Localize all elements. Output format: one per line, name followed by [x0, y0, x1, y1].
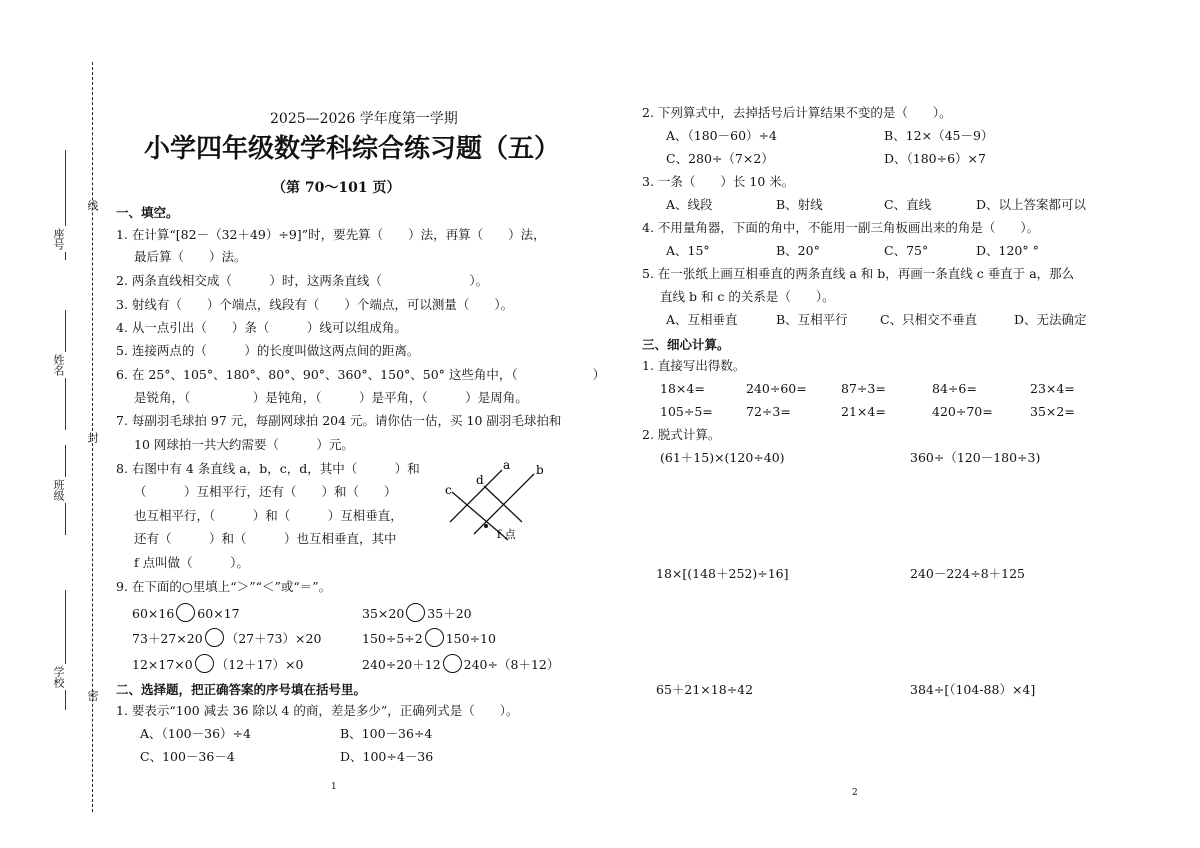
step-calc-item: 360÷（120－180÷3) [910, 450, 1041, 465]
q1-2: 2. 两条直线相交成（ ）时，这两条直线（ ）。 [116, 273, 489, 288]
page-title: 小学四年级数学科综合练习题（五） [144, 134, 561, 164]
compare-left: 35×20 [362, 606, 405, 621]
q2-1-option-c: C、100－36－4 [140, 749, 235, 764]
compare-right: 35＋20 [427, 606, 472, 621]
mental-calc-item: 105÷5= [660, 404, 713, 419]
section-2-heading: 二、选择题，把正确答案的序号填在括号里。 [116, 682, 367, 697]
compare-left: 60×16 [132, 606, 175, 621]
q1-9: 9. 在下面的○里填上“＞”“＜”或“＝”。 [116, 579, 332, 594]
section-1-heading: 一、填空。 [116, 205, 179, 220]
school-label: 学校 [52, 666, 65, 688]
q2-4-option-c: C、75° [884, 243, 929, 258]
mental-calc-item: 240÷60= [746, 381, 807, 396]
class-label: 班级 [52, 479, 65, 501]
q1-1-line2: 最后算（ ）法。 [134, 249, 247, 264]
q1-6-line2: 是锐角，（ ）是钝角，（ ）是平角，（ ）是周角。 [134, 390, 528, 405]
q1-8-line1: 8. 右图中有 4 条直线 a，b，c，d，其中（ ）和 [116, 461, 420, 476]
mental-calc-item: 420÷70= [932, 404, 993, 419]
q1-8-line3: 也互相平行，（ ）和（ ）互相垂直， [134, 508, 403, 523]
q2-5-line2: 直线 b 和 c 的关系是（ ）。 [660, 289, 835, 304]
step-calc-item: 18×[(148＋252)÷16] [656, 566, 789, 581]
compare-item [362, 603, 472, 622]
answer-circle [205, 628, 224, 647]
mental-calc-item: 84÷6= [932, 381, 977, 396]
compare-item [132, 654, 303, 673]
mental-calc-item: 21×4= [841, 404, 886, 419]
q1-8-line4: 还有（ ）和（ ）也互相垂直，其中 [134, 531, 397, 546]
step-calc-item: 65＋21×18÷42 [656, 682, 754, 697]
q1-6-line1: 6. 在 25°、105°、180°、80°、90°、360°、150°、50° 这些角中，（ ） [116, 367, 606, 382]
q2-2-option-a: A、（180－60）÷4 [666, 128, 777, 143]
mental-calc-item: 23×4= [1030, 381, 1075, 396]
q1-3: 3. 射线有（ ）个端点，线段有（ ）个端点，可以测量（ ）。 [116, 297, 514, 312]
q2-1: 1. 要表示“100 减去 36 除以 4 的商，差是多少”，正确列式是（ ）。 [116, 703, 519, 718]
q2-4-option-a: A、15° [666, 243, 710, 258]
compare-right: 60×17 [197, 606, 240, 621]
q2-5-option-c: C、只相交不垂直 [880, 312, 978, 327]
q2-3: 3. 一条（ ）长 10 米。 [642, 174, 795, 189]
answer-circle [406, 603, 425, 622]
answer-circle [425, 628, 444, 647]
seal-char-feng: 封 [86, 432, 99, 443]
q3-1: 1. 直接写出得数。 [642, 358, 746, 373]
q2-5-line1: 5. 在一张纸上画互相垂直的两条直线 a 和 b，再画一条直线 c 垂直于 a，那么 [642, 266, 1075, 281]
mental-calc-item: 72÷3= [746, 404, 791, 419]
compare-left: 150÷5÷2 [362, 631, 423, 646]
step-calc-item: 384÷[（104-88）×4] [910, 682, 1036, 697]
q2-1-option-a: A、（100－36）÷4 [140, 726, 251, 741]
page-number-2: 2 [852, 788, 858, 798]
label-b: b [536, 463, 544, 477]
q2-3-option-a: A、线段 [666, 197, 713, 212]
q2-5-option-b: B、互相平行 [776, 312, 848, 327]
label-f: f 点 [497, 528, 516, 541]
step-calc-item: 240－224÷8＋125 [910, 566, 1026, 581]
q1-4: 4. 从一点引出（ ）条（ ）线可以组成角。 [116, 320, 407, 335]
q1-8-line5: f 点叫做（ ）。 [134, 555, 249, 570]
q2-4: 4. 不用量角器，下面的角中，不能用一副三角板画出来的角是（ ）。 [642, 220, 1040, 235]
compare-right: （27＋73）×20 [225, 631, 322, 646]
q2-2: 2. 下列算式中，去掉括号后计算结果不变的是（ ）。 [642, 105, 952, 120]
seat-label: 座号 [52, 228, 65, 250]
lines-figure [440, 456, 560, 546]
label-d: d [476, 473, 484, 487]
q2-2-option-c: C、280÷（7×2） [666, 151, 774, 166]
q2-2-option-d: D、（180÷6）×7 [884, 151, 986, 166]
mental-calc-item: 35×2= [1030, 404, 1075, 419]
compare-left: 240÷20＋12 [362, 657, 441, 672]
compare-left: 73＋27×20 [132, 631, 203, 646]
q1-5: 5. 连接两点的（ ）的长度叫做这两点间的距离。 [116, 343, 420, 358]
compare-right: 150÷10 [445, 631, 496, 646]
compare-right: 240÷（8＋12） [463, 657, 560, 672]
term-line: 2025—2026 学年度第一学期 [270, 111, 458, 127]
answer-circle [195, 654, 214, 673]
q1-1-line1: 1. 在计算“[82－（32＋49）÷9]”时，要先算（ ）法，再算（ ）法， [116, 227, 546, 242]
q1-7-line2: 10 网球拍一共大约需要（ ）元。 [134, 437, 354, 452]
mental-calc-item: 18×4= [660, 381, 705, 396]
point-f [484, 524, 488, 528]
compare-item [132, 628, 321, 647]
label-c: c [445, 483, 452, 497]
name-label: 姓名 [52, 354, 65, 376]
compare-right: （12＋17）×0 [215, 657, 304, 672]
compare-item [362, 628, 496, 647]
q2-1-option-b: B、100－36÷4 [340, 726, 433, 741]
q2-3-option-c: C、直线 [884, 197, 932, 212]
seal-char-xian: 线 [86, 200, 99, 211]
q1-7-line1: 7. 每副羽毛球拍 97 元，每副网球拍 204 元。请你估一估，买 10 副羽毛球拍和 [116, 413, 562, 428]
compare-left: 12×17×0 [132, 657, 193, 672]
school-line [65, 590, 66, 710]
mental-calc-item: 87÷3= [841, 381, 886, 396]
q1-8-line2: （ ）互相平行，还有（ ）和（ ） [134, 484, 397, 499]
page-range: （第 70～101 页） [272, 180, 401, 196]
seal-char-mi: 密 [86, 690, 99, 701]
answer-circle [443, 654, 462, 673]
section-3-heading: 三、细心计算。 [642, 337, 730, 352]
answer-circle [176, 603, 195, 622]
q2-5-option-d: D、无法确定 [1014, 312, 1087, 327]
q2-4-option-b: B、20° [776, 243, 820, 258]
q2-3-option-d: D、以上答案都可以 [976, 197, 1087, 212]
step-calc-item: (61＋15)×(120÷40) [660, 450, 785, 465]
q2-3-option-b: B、射线 [776, 197, 823, 212]
compare-item [362, 654, 559, 673]
q2-1-option-d: D、100÷4－36 [340, 749, 434, 764]
page-number-1: 1 [331, 782, 337, 792]
q3-2: 2. 脱式计算。 [642, 427, 721, 442]
label-a: a [503, 458, 511, 472]
compare-item [132, 603, 240, 622]
binding-sidebar [0, 0, 100, 848]
q2-4-option-d: D、120° ° [976, 243, 1039, 258]
q2-2-option-b: B、12×（45－9） [884, 128, 994, 143]
q2-5-option-a: A、互相垂直 [666, 312, 738, 327]
